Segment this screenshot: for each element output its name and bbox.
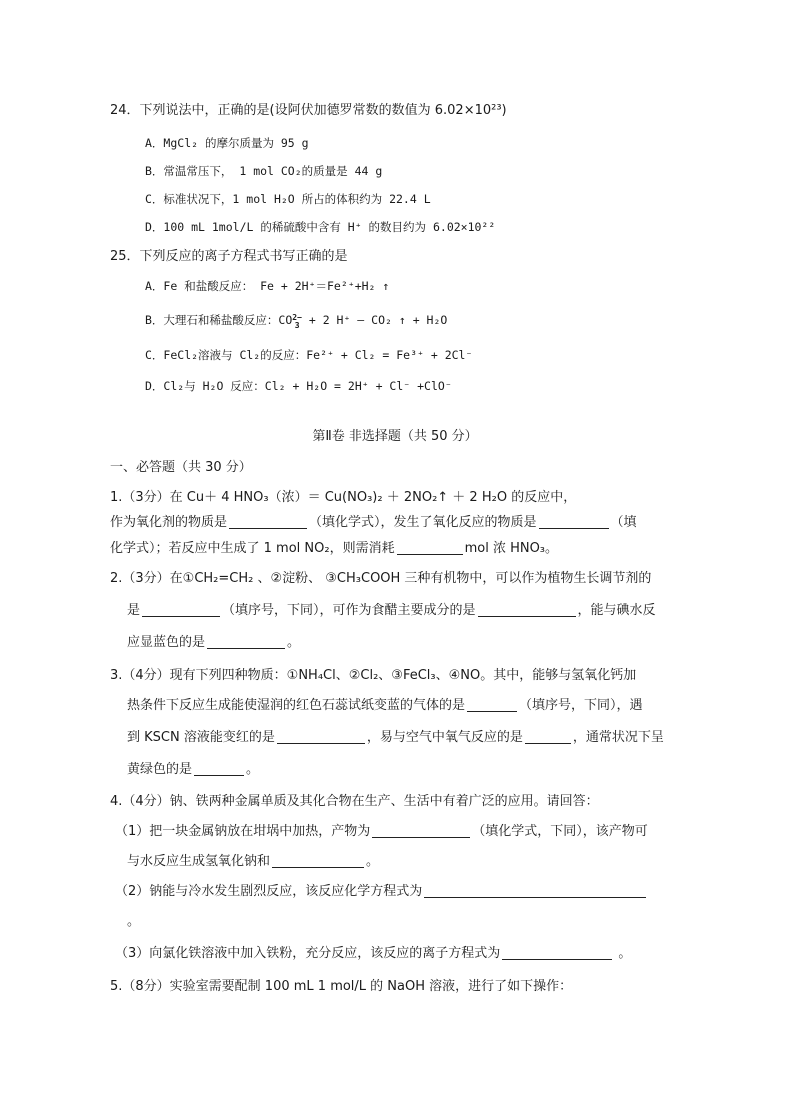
q24-stem: 24．下列说法中，正确的是(设阿伏加德罗常数的数值为 6.02×10²³) [110, 103, 507, 118]
section-title: 第Ⅱ卷 非选择题（共 50 分） [312, 429, 478, 444]
q4-sub-2-end: 。 [127, 914, 141, 929]
q25-option-b [145, 311, 447, 330]
q3-line-1: 3.（4分）现有下列四种物质：①NH₄Cl、②Cl₂、③FeCl₃、④NO。其中，能够与氢氧化钙加 [110, 668, 637, 683]
answer-blank[interactable] [207, 634, 285, 649]
answer-blank[interactable] [277, 729, 365, 744]
answer-blank[interactable] [478, 602, 576, 617]
answer-blank[interactable] [467, 697, 517, 712]
answer-blank[interactable] [229, 514, 307, 529]
answer-blank[interactable] [194, 761, 244, 776]
q2-line-3: 应显蓝色的是 。 [127, 635, 301, 650]
q3-line-4: 黄绿色的是 。 [127, 762, 260, 777]
q4-sub-3: （3）向氯化铁溶液中加入铁粉，充分反应，该反应的离子方程式为 。 [115, 946, 632, 961]
q25-b-prefix: B．大理石和稀盐酸反应：CO [145, 313, 293, 327]
carbonate-charge: 2− 3 [292, 313, 302, 330]
q4-line-1: 4.（4分）钠、铁两种金属单质及其化合物在生产、生活中有着广泛的应用。请回答： [110, 794, 599, 809]
q4-sub-2: （2）钠能与冷水发生剧烈反应，该反应化学方程式为 [115, 883, 648, 901]
q24-option-d: D．100 mL 1mol/L 的稀硫酸中含有 H⁺ 的数目约为 6.02×10²² [145, 220, 496, 234]
q25-stem: 25．下列反应的离子方程式书写正确的是 [110, 249, 348, 264]
answer-blank[interactable] [372, 823, 470, 838]
q24-option-a: A．MgCl₂ 的摩尔质量为 95 g [145, 136, 309, 150]
q24-option-c: C．标准状况下，1 mol H₂O 所占的体积约为 22.4 L [145, 192, 431, 206]
answer-blank[interactable] [397, 540, 463, 555]
q2-line-1: 2.（3分）在①CH₂=CH₂ 、②淀粉、 ③CH₃COOH 三种有机物中，可以作为植物生长调节剂的 [110, 571, 652, 586]
q1-line-1: 1.（3分）在 Cu＋ 4 HNO₃（浓）＝ Cu(NO₃)₂ ＋ 2NO₂↑ ＋ 2 H₂O 的反应中， [110, 490, 577, 505]
q25-option-a: A．Fe 和盐酸反应： Fe + 2H⁺＝Fe²⁺+H₂ ↑ [145, 279, 390, 293]
answer-blank[interactable] [502, 945, 612, 960]
q25-option-c: C．FeCl₂溶液与 Cl₂的反应：Fe²⁺ + Cl₂ = Fe³⁺ + 2Cl⁻ [145, 348, 473, 362]
q3-line-3: 到 KSCN 溶液能变红的是 ，易与空气中氧气反应的是 ，通常状况下呈 [127, 730, 664, 745]
q25-option-d: D．Cl₂与 H₂O 反应：Cl₂ + H₂O = 2H⁺ + Cl⁻ +ClO⁻ [145, 379, 452, 393]
answer-blank[interactable] [424, 883, 646, 898]
q1-line-3: 化学式）；若反应中生成了 1 mol NO₂，则需消耗 mol 浓 HNO₃。 [110, 541, 559, 556]
q1-line-2: 作为氧化剂的物质是 （填化学式），发生了氧化反应的物质是 （填 [110, 515, 637, 530]
answer-blank[interactable] [272, 853, 364, 868]
q2-line-2: 是 （填序号，下同），可作为食醋主要成分的是 ，能与碘水反 [127, 603, 656, 618]
part-title: 一、必答题（共 30 分） [110, 460, 252, 475]
answer-blank[interactable] [539, 514, 609, 529]
answer-blank[interactable] [525, 729, 571, 744]
answer-blank[interactable] [142, 602, 220, 617]
q25-b-suffix: + 2 H⁺ ― CO₂ ↑ + H₂O [301, 313, 448, 327]
q4-sub-1: （1）把一块金属钠放在坩埚中加热，产物为 （填化学式，下同），该产物可 [115, 824, 648, 839]
q24-option-b: B．常温常压下， 1 mol CO₂的质量是 44 g [145, 164, 383, 178]
q4-sub-1-cont: 与水反应生成氢氧化钠和 。 [127, 854, 380, 869]
q3-line-2: 热条件下反应生成能使湿润的红色石蕊试纸变蓝的气体的是 （填序号，下同），遇 [127, 698, 643, 713]
q5-line-1: 5.（8分）实验室需要配制 100 mL 1 mol/L 的 NaOH 溶液，进行了如下操作： [110, 979, 573, 994]
